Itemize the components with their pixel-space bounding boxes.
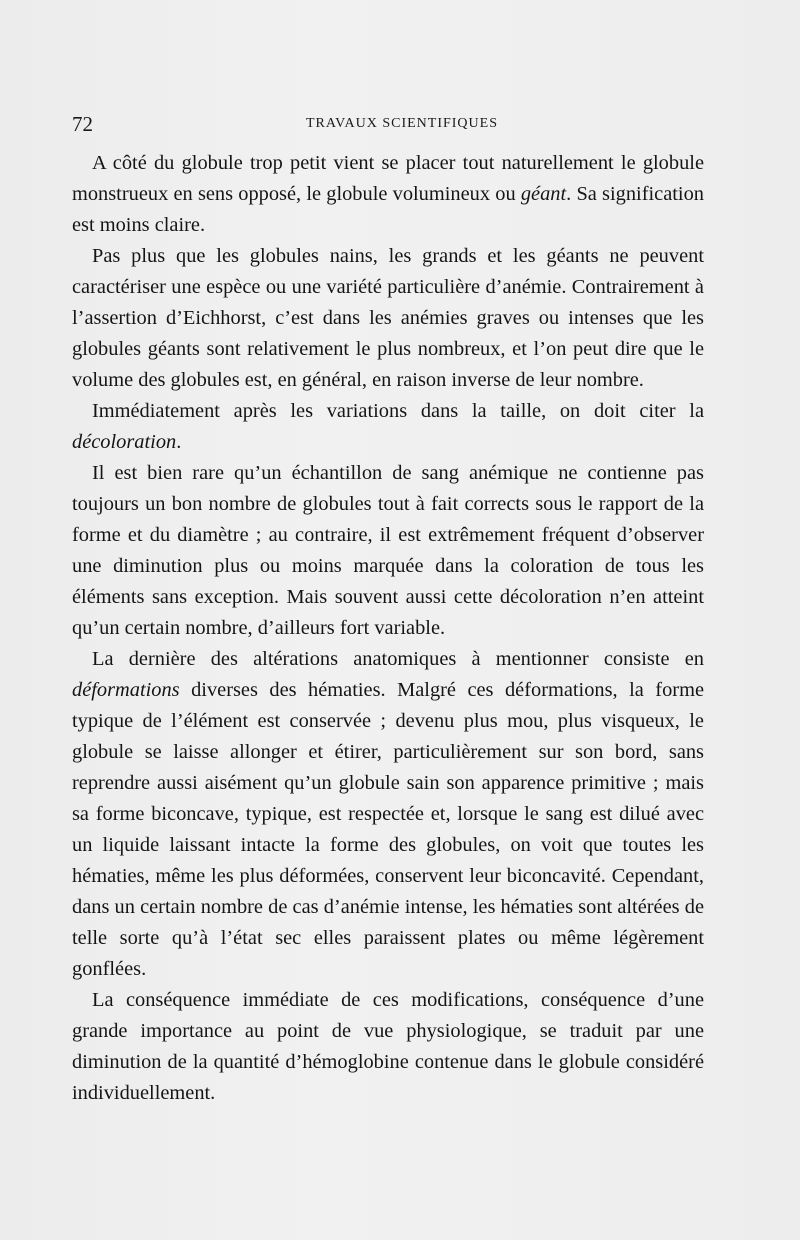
paragraph-text: . <box>176 431 182 453</box>
paragraph-text: La conséquence immédiate de ces modifications, conséquence d’une grande importance au point de vue physiologique, se traduit par une diminution de la quantité d’hémoglobine contenue dans le globule considéré individuellement. <box>72 989 704 1104</box>
paragraph-text: La dernière des altérations anatomiques à mentionner consiste en <box>92 648 704 670</box>
body-text <box>72 148 704 1109</box>
page-number: 72 <box>72 112 93 136</box>
paragraph-text: Il est bien rare qu’un échantillon de sang anémique ne contienne pas toujours un bon nombre de globules tout à fait corrects sous le rapport de la forme et du diamètre ; au contraire, il est extrêmement fréquent d’observer une diminution plus ou moins marquée dans la coloration de tous les éléments sans exception. Mais souvent aussi cette décoloration n’en atteint qu’un certain nombre, d’ailleurs fort variable. <box>72 462 704 639</box>
page-header <box>72 112 732 136</box>
paragraph <box>72 458 704 644</box>
running-title: TRAVAUX SCIENTIFIQUES <box>305 116 498 131</box>
paragraph <box>72 241 704 396</box>
italic-term: géant <box>520 183 567 205</box>
italic-term: décoloration <box>72 431 177 453</box>
paragraph-text: diverses des hématies. Malgré ces déformations, la forme typique de l’élément est conservée ; devenu plus mou, plus visqueux, le globule se laisse allonger et étirer, particulièrement sur son bord, sans reprendre aussi aisément qu’un globule sain son apparence primitive ; mais sa forme biconcave, typique, est respectée et, lorsque le sang est dilué avec un liquide laissant intacte la forme des globules, on voit que toutes les hématies, même les plus déformées, conservent leur biconcavité. Cependant, dans un certain nombre de cas d’anémie intense, les hématies sont altérées de telle sorte qu’à l’état sec elles paraissent plates ou même légèrement gonflées. <box>72 679 704 980</box>
paragraph-text: A côté du globule trop petit vient se placer tout naturellement le globule monstrueux en sens opposé, le globule volumineux ou <box>72 152 704 205</box>
paragraph <box>72 148 704 241</box>
paragraph <box>72 644 704 985</box>
paragraph-text: Immédiatement après les variations dans la taille, on doit citer la <box>92 400 704 422</box>
paragraph <box>72 985 704 1109</box>
paragraph <box>72 396 704 458</box>
italic-term: déformations <box>72 679 180 701</box>
paragraph-text: . Sa signification est moins claire. <box>72 183 704 236</box>
paragraph-text: Pas plus que les globules nains, les grands et les géants ne peuvent caractériser une espèce ou une variété particulière d’anémie. Contrairement à l’assertion d’Eichhorst, c’est dans les anémies graves ou intenses que les globules géants sont relativement le plus nombreux, et l’on peut dire que le volume des globules est, en général, en raison inverse de leur nombre. <box>72 245 704 391</box>
